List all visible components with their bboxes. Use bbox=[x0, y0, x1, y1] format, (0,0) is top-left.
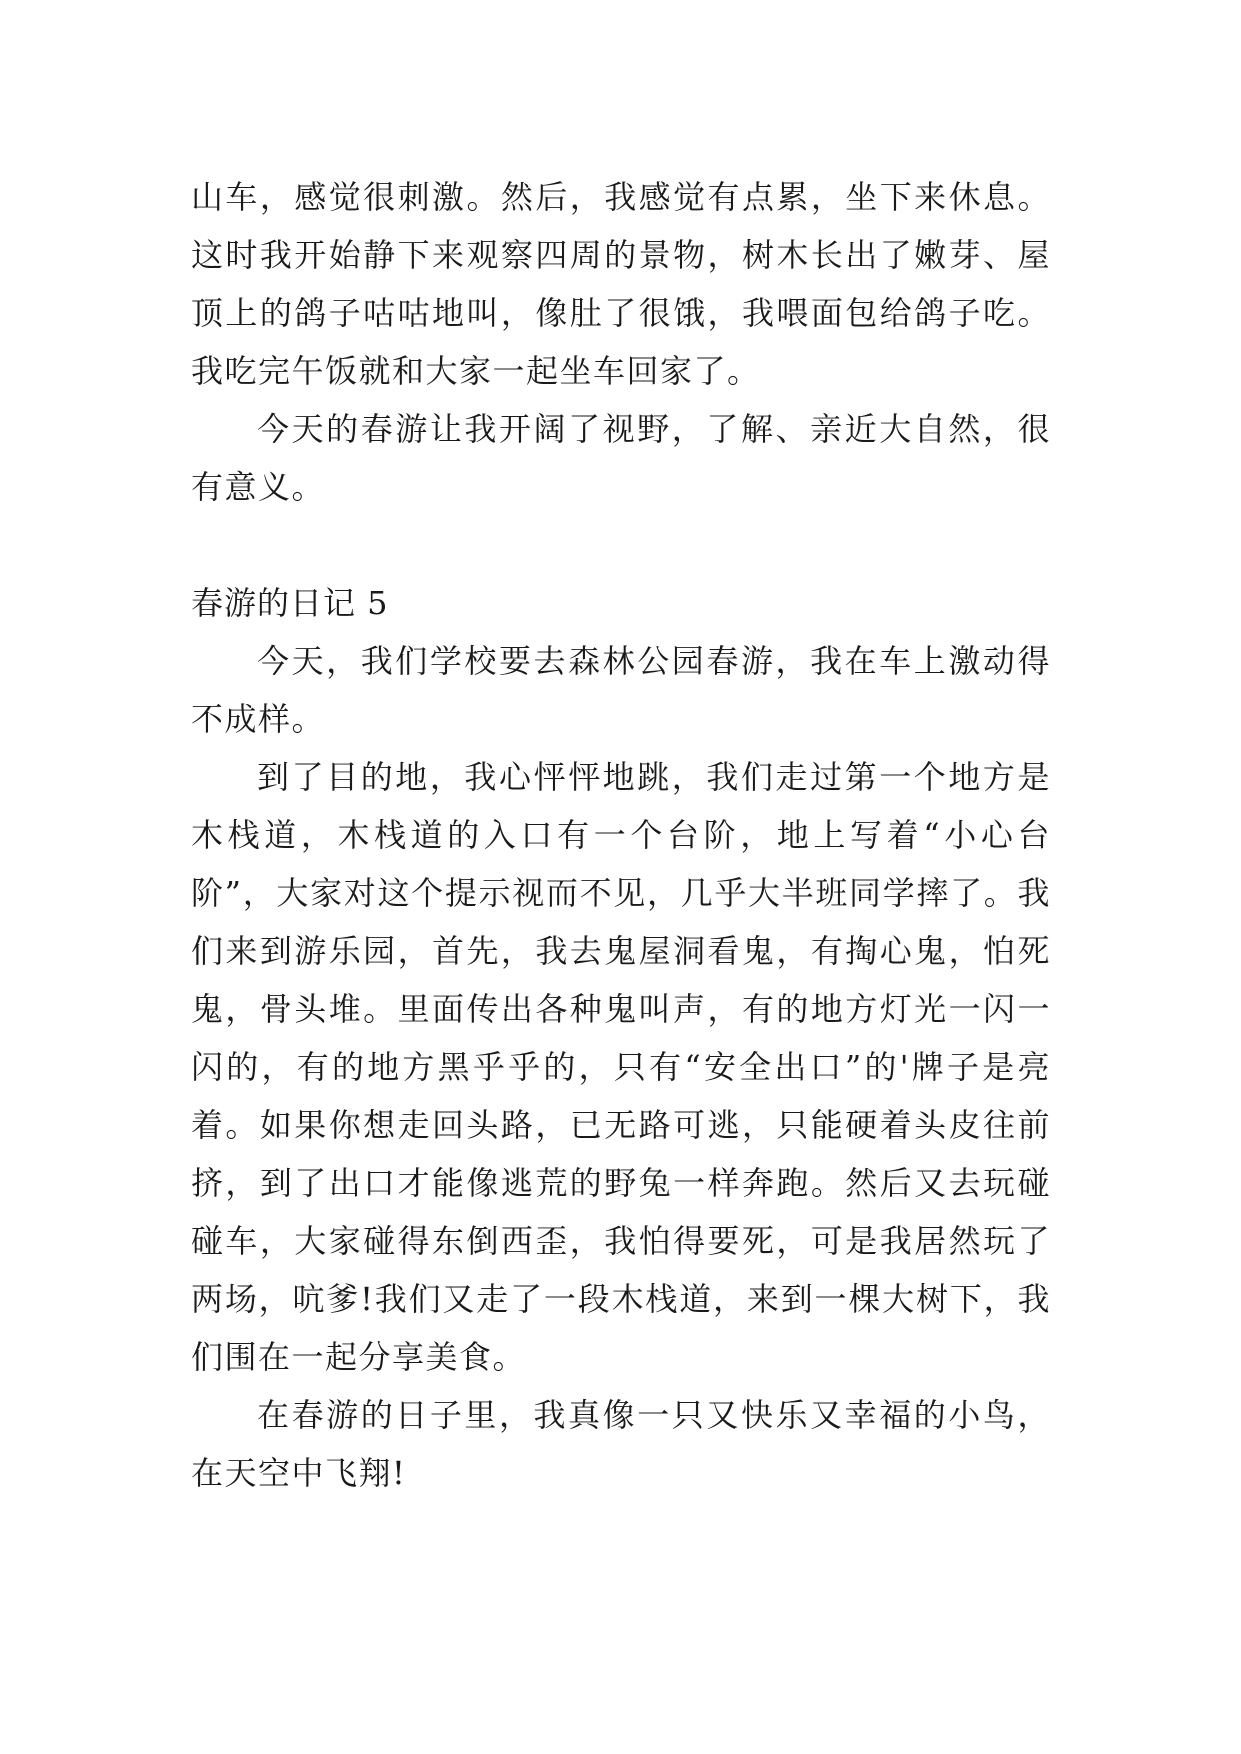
body-paragraph-2: 到了目的地，我心怦怦地跳，我们走过第一个地方是木栈道，木栈道的入口有一个台阶，地上写着“小心台阶”，大家对这个提示视而不见，几乎大半班同学摔了。我们来到游乐园，首先，我去鬼屋洞看鬼，有掏心鬼，怕死鬼，骨头堆。里面传出各种鬼叫声，有的地方灯光一闪一闪的，有的地方黑乎乎的，只有“安全出口”的'牌子是亮着。如果你想走回头路，已无路可逃，只能硬着头皮往前挤，到了出口才能像逃荒的野兔一样奔跑。然后又去玩碰碰车，大家碰得东倒西歪，我怕得要死，可是我居然玩了两场，吭爹!我们又走了一段木栈道，来到一棵大树下，我们围在一起分享美食。 bbox=[191, 758, 1051, 1376]
section-title: 春游的日记 5 bbox=[191, 584, 389, 622]
body-paragraph-1: 今天，我们学校要去森林公园春游，我在车上激动得不成样。 bbox=[191, 642, 1051, 738]
document-page bbox=[191, 168, 1051, 1502]
section-spacer bbox=[191, 516, 1051, 574]
closing-paragraph: 今天的春游让我开阔了视野，了解、亲近大自然，很有意义。 bbox=[191, 410, 1051, 506]
continued-paragraph: 山车，感觉很刺激。然后，我感觉有点累，坐下来休息。这时我开始静下来观察四周的景物，树木长出了嫩芽、屋顶上的鸽子咕咕地叫，像肚了很饿，我喂面包给鸽子吃。我吃完午饭就和大家一起坐车回家了。 bbox=[191, 178, 1051, 390]
body-paragraph-3: 在春游的日子里，我真像一只又快乐又幸福的小鸟，在天空中飞翔! bbox=[191, 1396, 1051, 1492]
